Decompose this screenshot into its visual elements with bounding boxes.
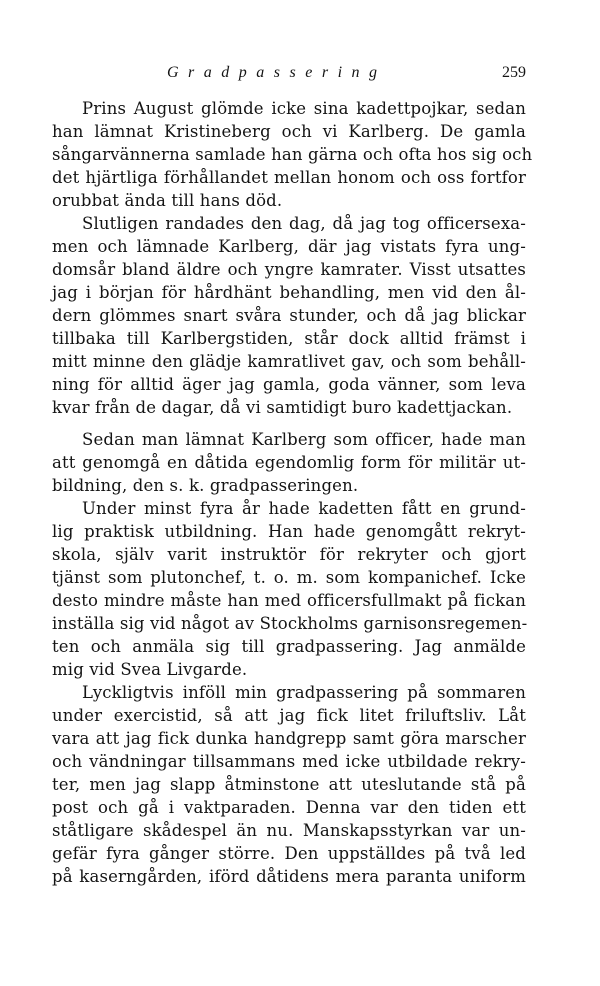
text-line: ståtligare skådespel än nu. Manskapsstyrkan var un- <box>52 821 526 840</box>
text-line: att genomgå en dåtida egendomlig form för militär ut- <box>52 453 526 472</box>
text-line: Under minst fyra år hade kadetten fått en grund- <box>82 499 526 518</box>
running-title: Gradpassering <box>167 64 387 81</box>
text-line: bildning, den s. k. gradpasseringen. <box>52 476 359 495</box>
text-line: inställa sig vid något av Stockholms garnisonsregemen- <box>52 614 528 633</box>
text-line: skola, själv varit instruktör för rekryter och gjort <box>52 545 526 564</box>
page-header <box>52 64 526 88</box>
text-line: sångarvännerna samlade han gärna och ofta hos sig och <box>52 145 533 164</box>
paragraph-1 <box>52 97 533 212</box>
text-line: Slutligen randades den dag, då jag tog officersexa- <box>82 214 526 233</box>
text-line: han lämnat Kristineberg och vi Karlberg. De gamla <box>52 122 526 141</box>
text-line: ter, men jag slapp åtminstone att uteslutande stå på <box>52 775 526 794</box>
text-line: tillbaka till Karlbergstiden, står dock alltid främst i <box>52 329 526 348</box>
text-line: jag i början för hårdhänt behandling, men vid den ål- <box>52 283 526 302</box>
text-line: desto mindre måste han med officersfullmakt på fickan <box>52 591 526 610</box>
text-line: tjänst som plutonchef, t. o. m. som kompanichef. Icke <box>52 568 526 587</box>
text-line: Sedan man lämnat Karlberg som officer, hade man <box>82 430 526 449</box>
paragraph-2 <box>52 212 526 419</box>
text-line: Lyckligtvis inföll min gradpassering på sommaren <box>82 683 526 702</box>
text-line: under exercistid, så att jag fick litet friluftsliv. Låt <box>52 706 526 725</box>
text-line: lig praktisk utbildning. Han hade genomgått rekryt- <box>52 522 526 541</box>
text-line: ning för alltid äger jag gamla, goda vänner, som leva <box>52 375 526 394</box>
text-line: ten och anmäla sig till gradpassering. Jag anmälde <box>52 637 526 656</box>
text-line: post och gå i vaktparaden. Denna var den tiden ett <box>52 798 526 817</box>
text-line: vara att jag fick dunka handgrepp samt göra marscher <box>52 729 526 748</box>
paragraph-3 <box>52 428 526 497</box>
text-line: och vändningar tillsammans med icke utbildade rekry- <box>52 752 526 771</box>
text-line: mig vid Svea Livgarde. <box>52 660 248 679</box>
text-line: gefär fyra gånger större. Den uppställdes på två led <box>52 844 526 863</box>
text-line: på kaserngården, iförd dåtidens mera paranta uniform <box>52 867 526 886</box>
text-line: dern glömmes snart svåra stunder, och då jag blickar <box>52 306 526 325</box>
paragraph-5 <box>52 681 526 888</box>
text-line: orubbat ända till hans död. <box>52 191 283 210</box>
paragraph-4 <box>52 497 526 681</box>
text-line: men och lämnade Karlberg, där jag vistats fyra ung- <box>52 237 526 256</box>
text-line: Prins August glömde icke sina kadettpojkar, sedan <box>82 99 526 118</box>
text-line: mitt minne den glädje kamratlivet gav, och som behåll- <box>52 352 526 371</box>
page-number: 259 <box>502 64 526 81</box>
text-line: kvar från de dagar, då vi samtidigt buro kadettjackan. <box>52 398 513 417</box>
text-line: domsår bland äldre och yngre kamrater. Visst utsattes <box>52 260 526 279</box>
text-line: det hjärtliga förhållandet mellan honom och oss fortfor <box>52 168 526 187</box>
